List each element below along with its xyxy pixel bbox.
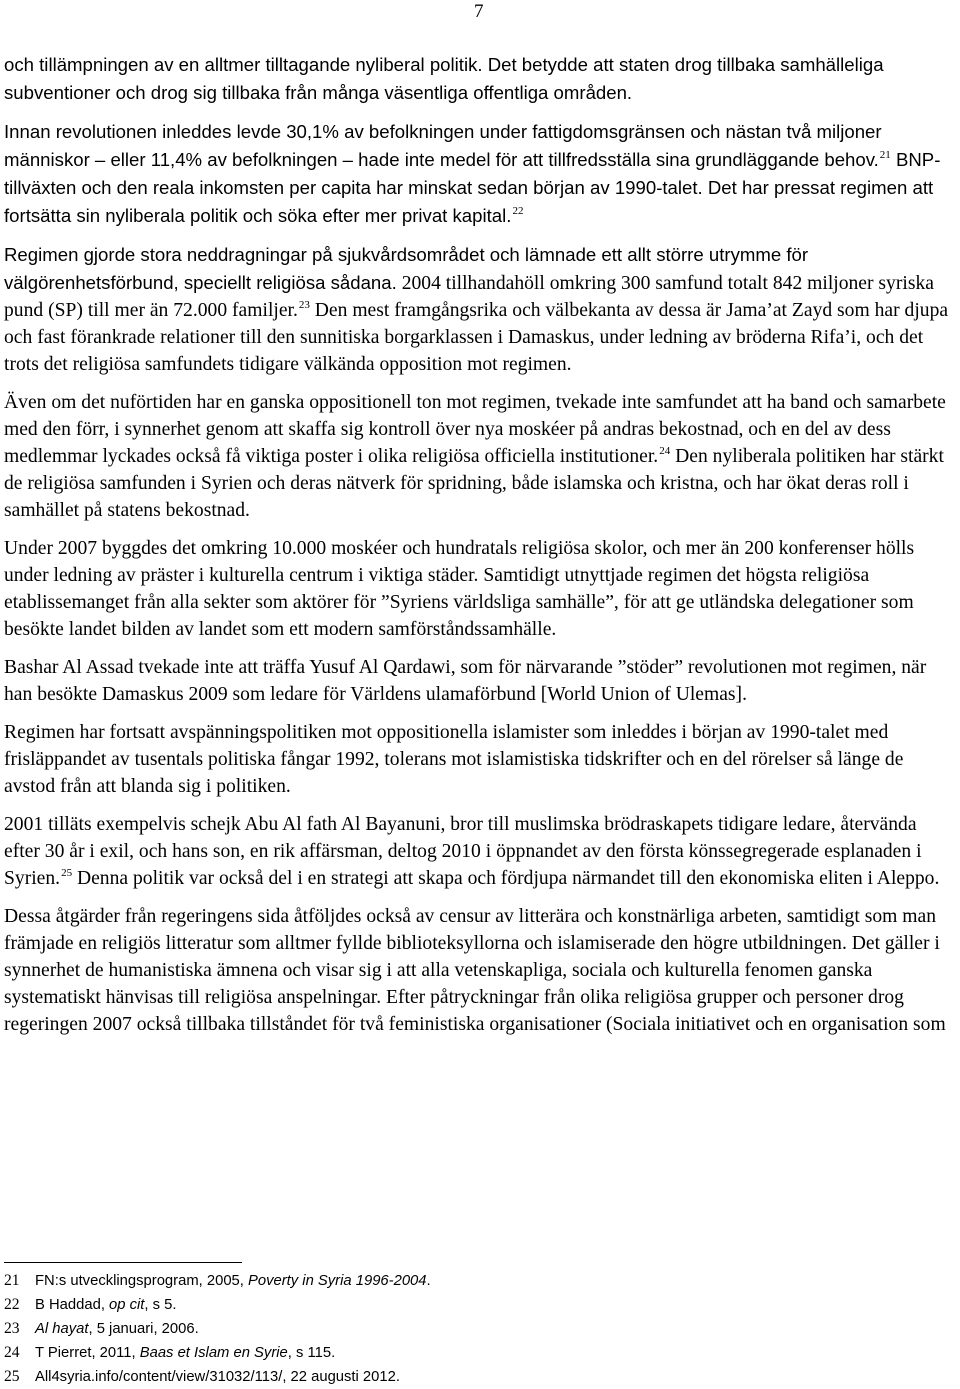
footnote-text: B Haddad, — [35, 1297, 110, 1313]
footnote-title: Al hayat — [35, 1321, 89, 1337]
footnote-title: op cit — [109, 1297, 145, 1313]
paragraph-8 — [4, 811, 956, 892]
paragraph-6 — [4, 654, 956, 708]
footnote-number: 23 — [4, 1320, 20, 1337]
paragraph-text: Denna politik var också del i en strategi att skapa och fördjupa närmandet till den ekonomiska eliten i Aleppo. — [72, 868, 940, 889]
footnote-divider — [4, 1262, 242, 1263]
footnote-number: 22 — [4, 1296, 20, 1313]
footnote-24 — [4, 1341, 956, 1365]
page-number: 7 — [474, 1, 484, 22]
footnote-number: 21 — [4, 1272, 20, 1289]
paragraph-text: BNP-tillväxten och den reala inkomsten per capita har minskat sedan början av 1990-talet. Det har pressat regimen att fortsätta sin nyliberala politik och söka efter mer privat kapital. — [4, 149, 941, 226]
paragraph-text: Den mest framgångsrika och välbekanta av dessa är Jama’at Zayd som har djupa och fast förankrade relationer till den sunnitiska borgarklassen i Damaskus, under ledning av bröderna Rifa’i, och det trots det religiösa samfundets tidigare välkända opposition mot regimen. — [4, 300, 949, 375]
footnote-text: . — [426, 1273, 431, 1289]
paragraph-text: Regimen gjorde stora neddragningar på sjukvårdsområdet och lämnade ett allt större utrymme för välgörenhetsförbund, speciellt religiösa sådana. — [4, 244, 809, 293]
paragraph-text: Även om det nuförtiden har en ganska oppositionell ton mot regimen, tvekade inte samfundet att ha band och samarbete med den förr, i synnerhet genom att skaffa sig kontroll över nya moskéer på andras bekostnad, och en del av dess medlemmar lyckades också få viktiga poster i olika religiösa officiella institutioner. — [4, 392, 946, 467]
footnote-ref-22: 22 — [512, 205, 524, 217]
footnote-number: 24 — [4, 1344, 20, 1361]
footnote-text: , s 115. — [287, 1345, 336, 1361]
paragraph-7 — [4, 719, 956, 800]
footnotes — [4, 1269, 956, 1389]
footnote-text: , s 5. — [144, 1297, 177, 1313]
paragraph-text: Den nyliberala politiken har stärkt de religiösa samfunden i Syrien och deras nätverk för spridning, både islamska och kristna, och har ökat deras roll i samhället på statens bekostnad. — [4, 446, 944, 521]
paragraph-text: 2004 tillhandahöll omkring 300 samfund totalt 842 miljoner syriska pund (SP) till mer än 72.000 familjer. — [4, 273, 934, 321]
footnote-text: FN:s utvecklingsprogram, 2005, — [35, 1273, 249, 1289]
footnote-text: , 5 januari, 2006. — [88, 1321, 199, 1337]
footnote-number: 25 — [4, 1368, 20, 1385]
paragraph-2 — [4, 118, 956, 230]
footnote-ref-21: 21 — [879, 149, 891, 161]
footnote-22 — [4, 1293, 956, 1317]
footnote-text: T Pierret, 2011, — [35, 1345, 140, 1361]
paragraph-text: Regimen har fortsatt avspänningspolitiken mot oppositionella islamister som inleddes i början av 1990-talet med frisläppandet av tusentals politiska fångar 1992, tolerans mot islamistiska tidskrifter och en del rörelser så länge de avstod från att blanda sig i politiken. — [4, 722, 904, 797]
paragraph-4 — [4, 389, 956, 524]
paragraph-text: Bashar Al Assad tvekade inte att träffa Yusuf Al Qardawi, som för närvarande ”stöder” revolutionen mot regimen, när han besökte Damaskus 2009 som ledare för Världens ulamaförbund [World Union of Ulemas]. — [4, 657, 927, 705]
paragraph-text: Dessa åtgärder från regeringens sida åtföljdes också av censur av litterära och konstnärliga arbeten, samtidigt som man främjade en religiös litteratur som alltmer fyllde biblioteksyllorna och islamiserade den högre utbildningen. Det gäller i synnerhet de humanistiska ämnena och visar sig i att alla vetenskapliga, sociala och kulturella fenomen ganska systematiskt hänvisas till religiösa anspelningar. Efter påtryckningar från olika religiösa grupper och personer drog regeringen 2007 också tillbaka tillståndet för två feministiska organisationer (Sociala initiativet och en organisation som — [4, 906, 946, 1035]
paragraph-text: och tillämpningen av en alltmer tilltagande nyliberal politik. Det betydde att staten drog tillbaka samhälleliga subventioner och drog sig tillbaka från många väsentliga offentliga områden. — [4, 54, 884, 103]
footnote-25 — [4, 1365, 956, 1389]
paragraph-text: Under 2007 byggdes det omkring 10.000 moskéer och hundratals religiösa skolor, och mer än 200 konferenser hölls under ledning av präster i kulturella centrum i viktiga städer. Samtidigt utnyttjade regimen det högsta religiösa etablissemanget från alla sekter som aktörer för ”Syriens världsliga samhälle”, för att ge utländska delegationer som besökte landet bilden av landet som ett modern samförståndssamhälle. — [4, 538, 915, 640]
footnote-title: Poverty in Syria 1996-2004 — [248, 1273, 427, 1289]
footnote-21 — [4, 1269, 956, 1293]
paragraph-1 — [4, 51, 956, 107]
footnote-title: Baas et Islam en Syrie — [139, 1345, 288, 1361]
paragraph-3 — [4, 241, 956, 378]
footnote-text: All4syria.info/content/view/31032/113/, 22 augusti 2012. — [35, 1369, 400, 1385]
footnote-ref-25: 25 — [61, 867, 73, 879]
paragraph-text: 2001 tilläts exempelvis schejk Abu Al fath Al Bayanuni, bror till muslimska brödraskapets tidigare ledare, återvända efter 30 år i exil, och hans son, en rik affärsman, deltog 2010 i öppnandet av den första könssegregerade esplanaden i Syrien. — [4, 814, 922, 889]
body-text — [4, 51, 956, 1049]
footnote-ref-23: 23 — [298, 299, 310, 311]
footnote-ref-24: 24 — [659, 445, 671, 457]
footnote-23 — [4, 1317, 956, 1341]
paragraph-text: Innan revolutionen inleddes levde 30,1% av befolkningen under fattigdomsgränsen och nästan två miljoner människor – eller 11,4% av befolkningen – hade inte medel för att tillfredsställa sina grundläggande behov. — [4, 121, 882, 170]
paragraph-5 — [4, 535, 956, 643]
paragraph-9 — [4, 903, 956, 1038]
